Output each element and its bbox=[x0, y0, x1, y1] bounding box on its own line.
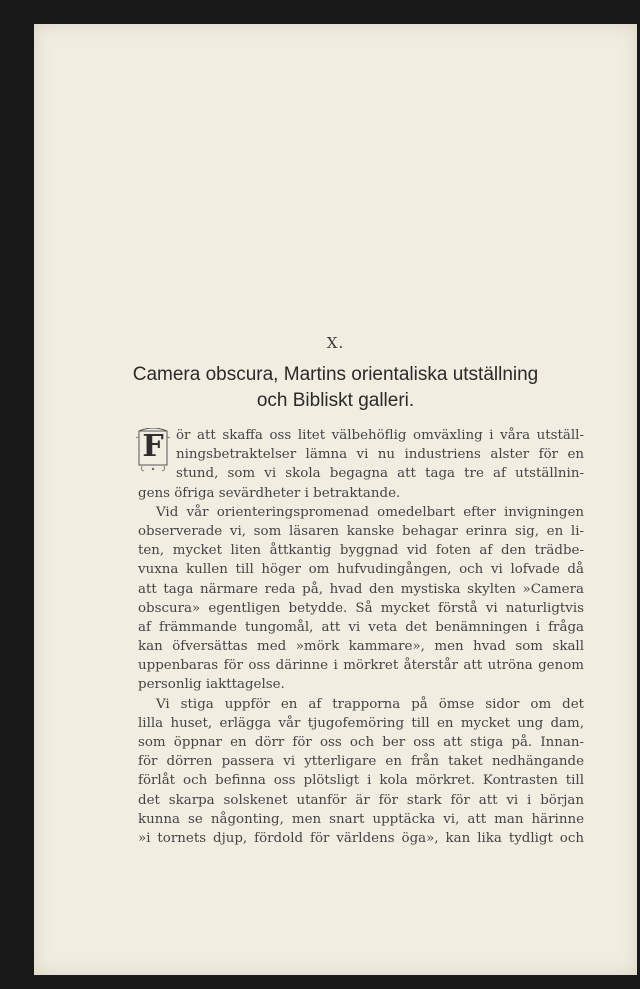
paragraph-line: lilla huset, erlägga vår tjugofemöring till en mycket ung dam, bbox=[138, 715, 584, 731]
paragraph-line: att taga närmare reda på, hvad den mystiska skylten »Camera bbox=[138, 581, 584, 597]
paragraph-line: ör att skaffa oss litet välbehöflig omväxling i våra utställ- bbox=[176, 428, 584, 443]
paragraph-line: stund, som vi skola begagna att taga tre af utställnin- bbox=[176, 466, 584, 482]
paragraph-line: det skarpa solskenet utanför är för stark för att vi i början bbox=[138, 792, 584, 808]
paragraph-line: observerade vi, som läsaren kanske behagar erinra sig, en li- bbox=[138, 523, 584, 539]
paragraph-line: kunna se någonting, men snart upptäcka vi, att man härinne bbox=[138, 811, 584, 827]
paragraph-1 bbox=[138, 426, 584, 503]
paragraph-3 bbox=[138, 695, 584, 849]
paragraph-line: som öppnar en dörr för oss och ber oss att stiga på. Innan- bbox=[138, 735, 584, 750]
chapter-title-line-1: Camera obscura, Martins orientaliska utställning bbox=[132, 364, 539, 385]
paragraph-line: förlåt och befinna oss plötsligt i kola mörkret. Kontrasten till bbox=[138, 773, 584, 789]
dropcap-letter: F bbox=[142, 429, 164, 464]
paragraph-line: vuxna kullen till höger om hufvudingången, och vi lofvade då bbox=[138, 562, 584, 578]
chapter-number: X. bbox=[326, 334, 345, 352]
chapter-title-line-2: och Bibliskt galleri. bbox=[256, 390, 415, 411]
paragraph-line: gens öfriga sevärdheter i betraktande. bbox=[138, 485, 401, 501]
paragraph-line: obscura» egentligen betydde. Så mycket förstå vi naturligtvis bbox=[138, 600, 584, 616]
paragraph-line: Vi stiga uppför en af trapporna på ömse sidor om det bbox=[156, 696, 584, 712]
body-text bbox=[138, 426, 584, 848]
paragraph-line: personlig iakttagelse. bbox=[138, 677, 285, 693]
paragraph-line: uppenbaras för oss därinne i mörkret återstår att utröna genom bbox=[138, 658, 584, 674]
paragraph-line: »i tornets djup, fördold för världens öga», kan lika tydligt och bbox=[138, 830, 584, 846]
chapter-title bbox=[54, 362, 617, 414]
paragraph-line: för dörren passera vi ytterligare en från taket nedhängande bbox=[138, 754, 584, 770]
ornamental-dropcap bbox=[136, 428, 170, 472]
paragraph-line: ningsbetraktelser lämna vi nu industriens alster för en bbox=[176, 447, 584, 463]
paragraph-line: af främmande tungomål, att vi veta det benämningen i fråga bbox=[138, 619, 584, 635]
paragraph-line: kan öfversättas med »mörk kammare», men hvad som skall bbox=[138, 639, 584, 655]
paragraph-line: Vid vår orienteringspromenad omedelbart efter invigningen bbox=[156, 504, 584, 520]
page bbox=[34, 24, 637, 975]
paragraph-line: ten, mycket liten åttkantig byggnad vid foten af den trädbe- bbox=[138, 543, 584, 559]
paragraph-2 bbox=[138, 503, 584, 695]
